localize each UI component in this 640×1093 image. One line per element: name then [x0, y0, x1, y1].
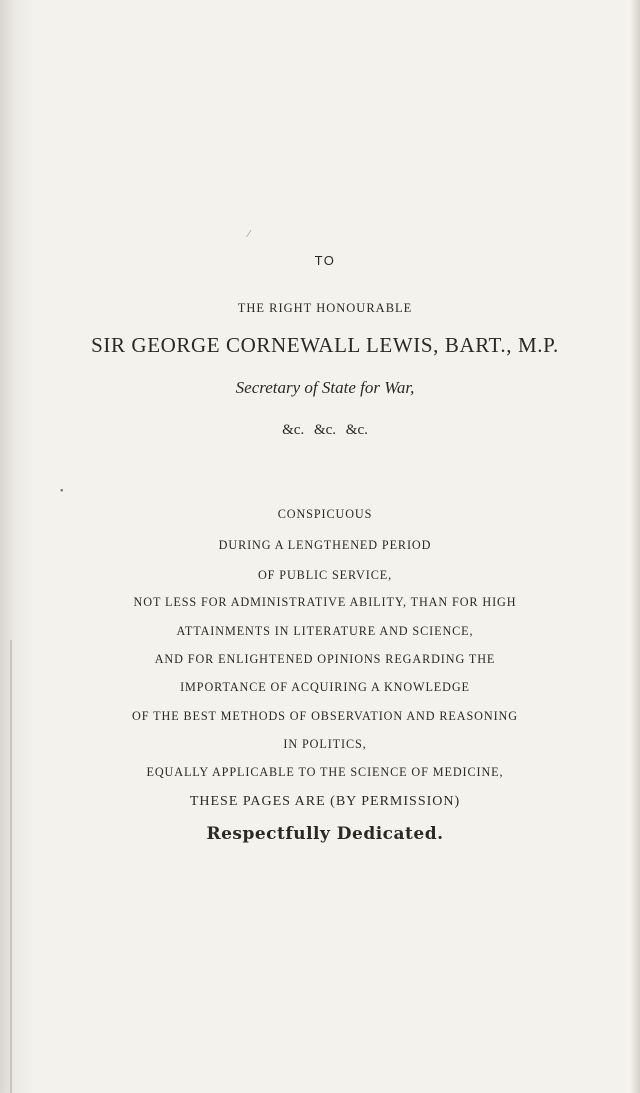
dedication-body-line: DURING A LENGTHENED PERIOD [218, 538, 432, 552]
dedication-body-line: ATTAINMENTS IN LITERATURE AND SCIENCE, [176, 624, 474, 638]
dedicatee-name: SIR GEORGE CORNEWALL LEWIS, BART., M.P. [91, 333, 559, 357]
dedication-closing: Respectfully Dedicated. [206, 824, 444, 844]
stray-mark-icon: ⁄ [248, 229, 250, 240]
dedication-body-line: AND FOR ENLIGHTENED OPINIONS REGARDING THE [154, 652, 496, 666]
dedication-to: TO [314, 253, 336, 268]
dedication-body-line: EQUALLY APPLICABLE TO THE SCIENCE OF MEDICINE, [146, 765, 504, 779]
dedication-body-line: OF THE BEST METHODS OF OBSERVATION AND REASONING [132, 709, 518, 723]
dedication-body-line: NOT LESS FOR ADMINISTRATIVE ABILITY, THAN FOR HIGH [133, 595, 517, 609]
stray-dot-icon: • [60, 486, 64, 497]
dedication-body-line: CONSPICUOUS [277, 507, 373, 521]
dedication-body-line: IN POLITICS, [283, 737, 367, 751]
dedication-honorific: THE RIGHT HONOURABLE [237, 301, 413, 315]
dedication-etc: &c. &c. &c. [282, 422, 368, 438]
dedicatee-office: Secretary of State for War, [235, 378, 415, 397]
dedication-body-line: IMPORTANCE OF ACQUIRING A KNOWLEDGE [180, 680, 470, 694]
dedication-body-line: THESE PAGES ARE (BY PERMISSION) [189, 794, 461, 809]
dedication-body-line: OF PUBLIC SERVICE, [257, 568, 393, 582]
